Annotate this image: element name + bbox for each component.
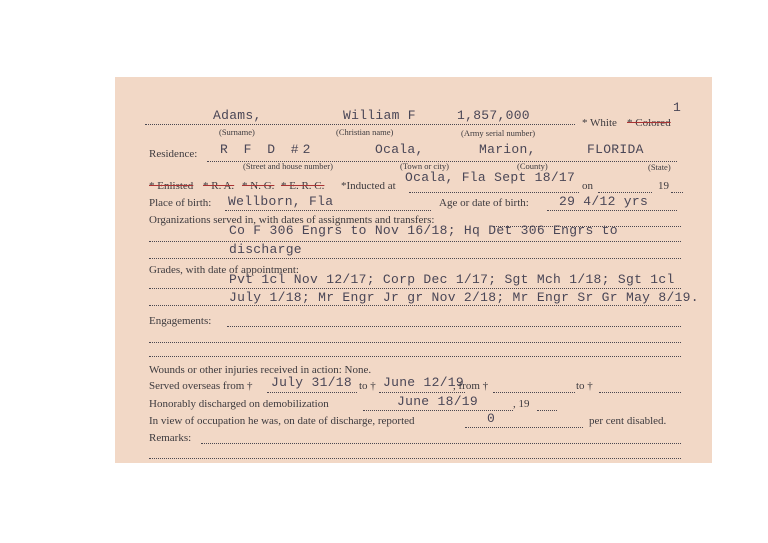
engagements-line-3 (149, 356, 681, 357)
county-caption: (County) (517, 161, 548, 171)
birth-line (225, 210, 431, 211)
organizations-line1: Co F 306 Engrs to Nov 16/18; Hq Det 306 Engrs to (229, 223, 618, 238)
service-record-card (115, 77, 712, 463)
white-label: * White (582, 117, 617, 129)
grades-label: Grades, with date of appointment: (149, 264, 299, 276)
inducted-label: *Inducted at (341, 180, 396, 192)
discharge-year-line (537, 410, 557, 411)
organizations-line-2 (149, 258, 681, 259)
wounds-label: Wounds or other injuries received in action: None. (149, 364, 372, 376)
discharge-date-value: June 18/19 (397, 394, 479, 409)
discharge-label: Honorably discharged on demobilization (149, 398, 329, 410)
engagements-line-1 (227, 326, 681, 327)
christian-name-caption: (Christian name) (336, 127, 394, 137)
overseas-to-line (379, 392, 465, 393)
remarks-line-2 (149, 458, 681, 459)
disability-suffix: per cent disabled. (589, 415, 667, 427)
surname-caption: (Surname) (219, 127, 255, 137)
ra-label: * R. A. (203, 180, 235, 192)
age-value: 29 4/12 yrs (559, 194, 649, 209)
engagements-label: Engagements: (149, 315, 212, 327)
overseas-to2-line (599, 392, 681, 393)
overseas-to-value: June 12/19 (383, 375, 465, 390)
overseas-from2-label: , from † (453, 380, 489, 392)
on-line (598, 192, 652, 193)
name-line (145, 124, 575, 125)
ng-label: * N. G. (242, 180, 275, 192)
street-caption: (Street and house number) (243, 161, 333, 171)
state-value: FLORIDA (587, 142, 644, 157)
overseas-label: Served overseas from † (149, 380, 253, 392)
organizations-line2: discharge (229, 242, 302, 257)
surname-value: Adams, (213, 108, 262, 123)
birth-label: Place of birth: (149, 197, 212, 209)
organizations-label: Organizations served in, with dates of assignments and transfers: (149, 214, 435, 226)
disability-line (465, 427, 583, 428)
disability-label: In view of occupation he was, on date of discharge, reported (149, 415, 415, 427)
grades-line-1 (149, 288, 681, 289)
state-caption: (State) (648, 162, 671, 172)
erc-label: * E. R. C. (281, 180, 325, 192)
town-value: Ocala, (375, 142, 424, 157)
street-value: R F D #2 (220, 142, 315, 157)
grades-line1: Pvt 1cl Nov 12/17; Corp Dec 1/17; Sgt Mch 1/18; Sgt 1cl (229, 272, 675, 287)
on-label: on (582, 180, 593, 192)
overseas-to-label: to † (359, 380, 376, 392)
discharge-year-label: , 19 (513, 398, 530, 410)
serial-caption: (Army serial number) (461, 128, 536, 138)
inducted-place-date-value: Ocala, Fla Sept 18/17 (405, 170, 576, 185)
grades-line-2 (149, 305, 681, 306)
remarks-label: Remarks: (149, 432, 192, 444)
inducted-line (409, 192, 579, 193)
year-label: 19 (658, 180, 669, 192)
disability-value: 0 (487, 411, 496, 426)
grades-line2: July 1/18; Mr Engr Jr gr Nov 2/18; Mr Engr Sr Gr May 8/19. (229, 290, 699, 305)
overseas-from-value: July 31/18 (271, 375, 353, 390)
overseas-from-line (267, 392, 357, 393)
colored-label: * Colored (627, 117, 671, 129)
enlisted-label: * Enlisted (149, 180, 194, 192)
year-line (671, 192, 683, 193)
overseas-to2-label: to † (576, 380, 593, 392)
remarks-line-1 (201, 443, 681, 444)
town-caption: (Town or city) (400, 161, 449, 171)
serial-number-value: 1,857,000 (457, 108, 530, 123)
age-line (547, 210, 677, 211)
overseas-from2-line (493, 392, 575, 393)
age-label: Age or date of birth: (439, 197, 529, 209)
residence-label: Residence: (149, 148, 198, 160)
corner-number: 1 (673, 100, 682, 115)
birth-place-value: Wellborn, Fla (228, 194, 334, 209)
given-name-value: William F (343, 108, 416, 123)
county-value: Marion, (479, 142, 536, 157)
engagements-line-2 (149, 342, 681, 343)
